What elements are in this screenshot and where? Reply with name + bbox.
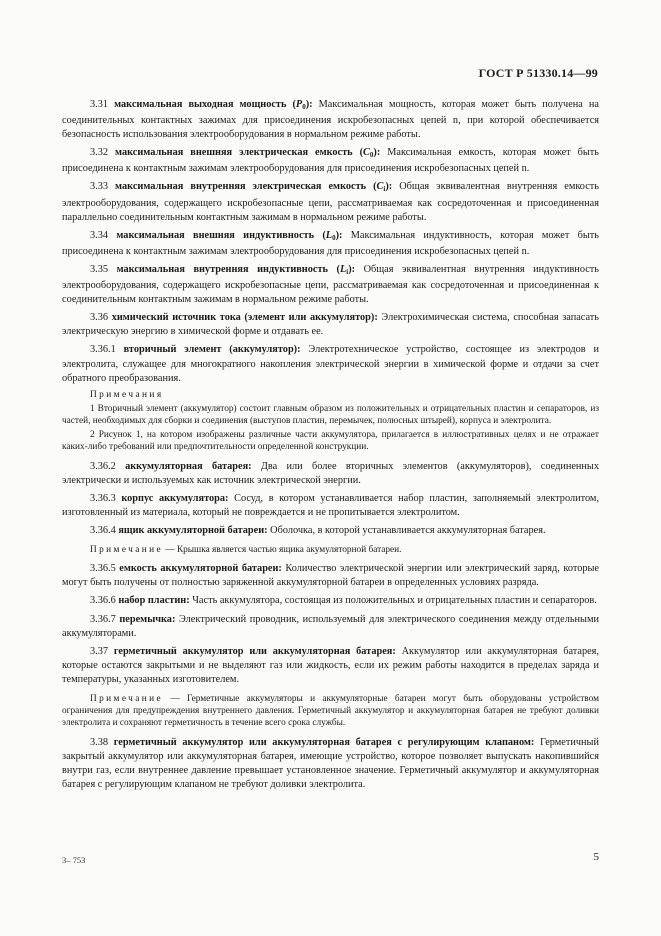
clause-term: вторичный элемент (аккумулятор):: [123, 344, 301, 356]
clause-number: 3.36.2: [90, 460, 116, 472]
clause-3-36-5: [62, 562, 599, 590]
clause-text: Максимальная индуктивность, которая может быть присоединена к контактным зажимам электрооборудования для присоединения искробезопасных цепей n.: [62, 229, 599, 257]
clause-3-31: [62, 98, 599, 142]
clause-text: Электротехническое устройство, состоящее из электродов и электролита, служащее для многократного накопления электрической энергии в химической форме и отдачи за счет обратного преобразования.: [62, 344, 599, 384]
clause-term: максимальная внешняя индуктивность $(L_0)$:: [116, 229, 343, 242]
note-sealed: [62, 693, 599, 730]
clause-term: максимальная внешняя электрическая емкость $(C_0)$:: [115, 147, 381, 160]
clause-number: 3.36.3: [90, 492, 116, 504]
note-text: — Герметичные аккумуляторы и аккумуляторные батареи могут быть оборудованы устройством ограничения для предупреждения внутреннего давления. Герметичный аккумулятор и аккумуляторная батарея не требуют доливки электролита и сохраняют герметичность в течение всего срока службы.: [62, 694, 599, 729]
clause-3-36-7: [62, 613, 599, 641]
note-2: 2 Рисунок 1, на котором изображены различные части аккумулятора, прилагается в иллюстративных целях и не отражает каких-либо требований или предпочтительности определенной конструкции.: [62, 430, 599, 453]
clause-term: герметичный аккумулятор или аккумуляторная батарея с регулирующим клапаном:: [113, 736, 535, 748]
note-label: Примечание: [90, 694, 163, 705]
clause-number: 3.36.5: [90, 563, 116, 575]
print-mark: 3– 753: [62, 855, 86, 865]
clause-3-35: [62, 263, 599, 307]
clause-term: герметичный аккумулятор или аккумуляторная батарея:: [113, 645, 396, 657]
clause-3-36-1: [62, 343, 599, 385]
clause-text: Два или более вторичных элементов (аккумуляторов), соединенных электрически и используемых как источник электрической энергии.: [62, 460, 599, 486]
clause-number: 3.37: [90, 645, 109, 657]
clause-number: 3.33: [90, 181, 109, 193]
clause-number: 3.38: [90, 736, 109, 748]
clause-text: Общая эквивалентная внутренняя емкость электрооборудования, содержащего искробезопасные цепи, рассматриваемая как сосредоточенная и присоединенная параллельно соединительным контактным зажимам в нормальном режиме работы.: [62, 181, 599, 223]
clause-number: 3.36.4: [90, 524, 116, 536]
clause-3-36: [62, 311, 599, 339]
clause-3-37: [62, 645, 599, 687]
clause-3-36-6: [62, 594, 599, 608]
clause-number: 3.36.1: [90, 344, 116, 356]
clause-term: максимальная внутренняя индуктивность $(L_i)$:: [116, 263, 356, 276]
clause-text: Аккумулятор или аккумуляторная батарея, которые остаются закрытыми и не выделяют газ или жидкость, если их режим работы находится в пределах заряда и температуры, указанных изготовителем.: [62, 645, 599, 685]
clause-term: корпус аккумулятора:: [121, 492, 229, 504]
clause-text: Общая эквивалентная внутренняя индуктивность электрооборудования, содержащего искробезопасные цепи, рассматриваемая как сосредоточенная и присоединенная к соединительным контактным зажимам в нормальном режиме работы.: [62, 263, 599, 306]
clause-term: перемычка:: [119, 613, 176, 625]
note-text: — Крышка является частью ящика акумуляторной батареи.: [163, 545, 402, 556]
clause-3-36-2: [62, 460, 599, 488]
clause-number: 3.36.6: [90, 595, 116, 607]
clause-3-36-3: [62, 492, 599, 520]
clause-number: 3.35: [90, 263, 109, 275]
clause-term: ящик аккумуляторной батареи:: [118, 524, 268, 536]
clause-term: максимальная внутренняя электрическая емкость $(C_i)$:: [115, 181, 393, 194]
clause-text: Количество электрической энергии или электрический заряд, которые могут быть получены от полностью заряженной аккумуляторной батареи в определенных условиях разряда.: [62, 563, 599, 589]
clause-text: Сосуд, в котором устанавливается набор пластин, заполняемый электролитом, изготовленный из материала, который не повреждается и не пропитывается электролитом.: [62, 492, 600, 518]
clause-3-38: [62, 736, 599, 792]
clause-term: набор пластин:: [118, 595, 190, 607]
clause-term: химический источник тока (элемент или аккумулятор):: [111, 312, 378, 324]
page-number: 5: [593, 851, 599, 863]
clause-text: Электрический проводник, используемый для электрического соединения между отдельными аккумуляторами.: [62, 613, 599, 639]
note-label: Примечание: [90, 545, 163, 556]
clause-text: Герметичный закрытый аккумулятор или аккумуляторная батарея, имеющие устройство, которое позволяет выпускать накопившийся внутри газ, если внутреннее давление превышает установленное значение. Герметичный аккумулятор и аккумуляторная батарея с регулирующим клапаном не требуют доливки электролита.: [62, 736, 599, 790]
clause-term: аккумуляторная батарея:: [125, 460, 252, 472]
clause-text: Максимальная емкость, которая может быть присоединена к контактным зажимам электрооборудования для присоединения искробезопасных цепей n.: [62, 147, 599, 175]
clause-number: 3.31: [90, 99, 109, 110]
clause-term: максимальная выходная мощность $(P_0)$:: [114, 99, 313, 111]
clause-term: емкость аккумуляторной батареи:: [119, 563, 282, 575]
clause-3-33: [62, 180, 599, 224]
clause-text: Максимальная мощность, которая может быть получена на соединительных контактных зажимах для присоединения искробезопасных цепей n, при которой обеспечивается безопасность использования электрооборудования в нормальном режиме работы.: [62, 99, 600, 141]
clause-3-32: [62, 146, 599, 176]
notes-heading: Примечания: [90, 389, 164, 400]
note-cover: [62, 544, 599, 556]
note-1: 1 Вторичный элемент (аккумулятор) состоит главным образом из положительных и отрицательных пластин и сепараторов, из частей, необходимых для сборки и соединения (выступов пластин, перемычек, полюсных штырей), корпуса и электролита.: [62, 403, 599, 426]
clause-text: Электрохимическая система, способная запасать электрическую энергию в химической форме и отдавать ее.: [62, 312, 600, 338]
clause-text: Часть аккумулятора, состоящая из положительных и отрицательных пластин и сепараторов.: [189, 595, 597, 607]
clause-3-36-4: [62, 524, 599, 538]
document-body: [62, 98, 599, 796]
clause-text: Оболочка, в которой устанавливается аккумуляторная батарея.: [267, 524, 546, 536]
clause-number: 3.32: [90, 147, 109, 159]
clause-number: 3.36.7: [90, 613, 116, 625]
clause-3-34: [62, 229, 599, 259]
standard-header: ГОСТ Р 51330.14—99: [478, 66, 598, 80]
clause-number: 3.34: [90, 229, 109, 241]
clause-number: 3.36: [90, 312, 109, 324]
